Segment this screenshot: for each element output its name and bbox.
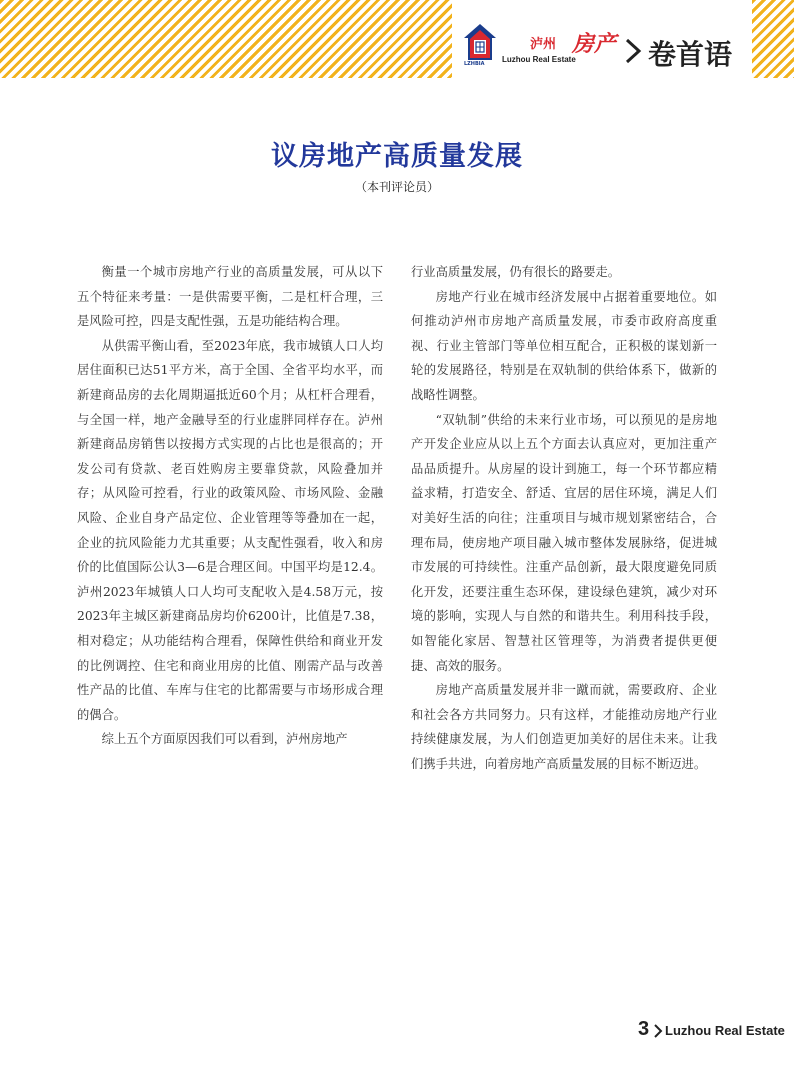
- logo-caption: LZHBIA: [464, 61, 485, 67]
- paragraph: 房地产高质量发展并非一蹴而就，需要政府、企业和社会各方共同努力。只有这样，才能推动房地产行业持续健康发展，为人们创造更加美好的居住未来。让我们携手共进，向着房地产高质量发展的目标不断迈进。: [411, 683, 717, 771]
- chevron-right-icon: [624, 38, 642, 64]
- house-logo-icon: [462, 22, 498, 66]
- arrow-right-icon: [653, 1024, 663, 1038]
- article-author: （本刊评论员）: [354, 180, 439, 194]
- brand-script-text: 房产: [572, 31, 617, 57]
- article-column-right: [411, 260, 717, 776]
- page-number: 3: [638, 1018, 650, 1040]
- paragraph: 房地产行业在城市经济发展中占据着重要地位。如何推动泸州市房地产高质量发展，市委市政府高度重视、行业主管部门等单位相互配合，正积极的谋划新一轮的发展路径，特别是在双轨制的供给体系下，做新的战略性调整。: [411, 289, 717, 402]
- footer-brand: Luzhou Real Estate: [665, 1023, 785, 1038]
- paragraph: 衡量一个城市房地产行业的高质量发展，可从以下五个特征来考量：一是供需要平衡，二是杠杆合理，三是风险可控，四是支配性强，五是功能结构合理。: [77, 265, 383, 329]
- header-stripe-right: [752, 0, 794, 78]
- paragraph: “双轨制”供给的未来行业市场，可以预见的是房地产开发企业应从以上五个方面去认真应对，更加注重产品品质提升。从房屋的设计到施工，每一个环节都应精益求精，打造安全、舒适、宜居的居住环境，满足人们对美好生活的向往；注重项目与城市规划紧密结合，合理布局，使房地产项目融入城市整体发展脉络，促进城市发展的可持续性。注重产品创新，最大限度避免同质化开发，还要注重生态环保，建设绿色建筑，减少对环境的影响，实现人与自然的和谐共生。利用科技手段，如智能化家居、智慧社区管理等，为消费者提供更便捷、高效的服务。: [411, 412, 717, 673]
- section-title: 卷首语: [648, 38, 733, 71]
- brand-name-en: Luzhou Real Estate: [502, 55, 576, 64]
- paragraph-continuation: 行业高质量发展，仍有很长的路要走。: [411, 265, 621, 279]
- brand-name-cn: 泸州: [530, 37, 557, 52]
- header-stripe-left: [0, 0, 452, 78]
- article-column-left: [77, 260, 383, 752]
- paragraph: 从供需平衡山看，至2023年底，我市城镇人口人均居住面积已达51平方米，高于全国、全省平均水平，而新建商品房的去化周期逼抵近60个月；从杠杆合理看，与全国一样，地产金融导至的行业虚胖同样存在。泸州新建商品房销售以按揭方式实现的占比也是很高的；开发公司有贷款、老百姓购房主要靠贷款，风险叠加并存；从风险可控看，行业的政策风险、市场风险、金融风险、企业自身产品定位、企业管理等等叠加在一起，企业的抗风险能力尤其重要；从支配性强看，收入和房价的比值国际公认3—6是合理区间。中国平均是12.4。泸州2023年城镇人口人均可支配收入是4.58万元，按2023年主城区新建商品房均价6200计，比值是7.38，相对稳定；从功能结构合理看，保障性供给和商业开发的比例调控、住宅和商业用房的比值、刚需产品与改善性产品的比值、车库与住宅的比都需要与市场形成合理的偶合。: [77, 338, 383, 722]
- paragraph: 综上五个方面原因我们可以看到，泸州房地产: [101, 732, 348, 747]
- article-title: 议房地产高质量发展: [271, 141, 523, 172]
